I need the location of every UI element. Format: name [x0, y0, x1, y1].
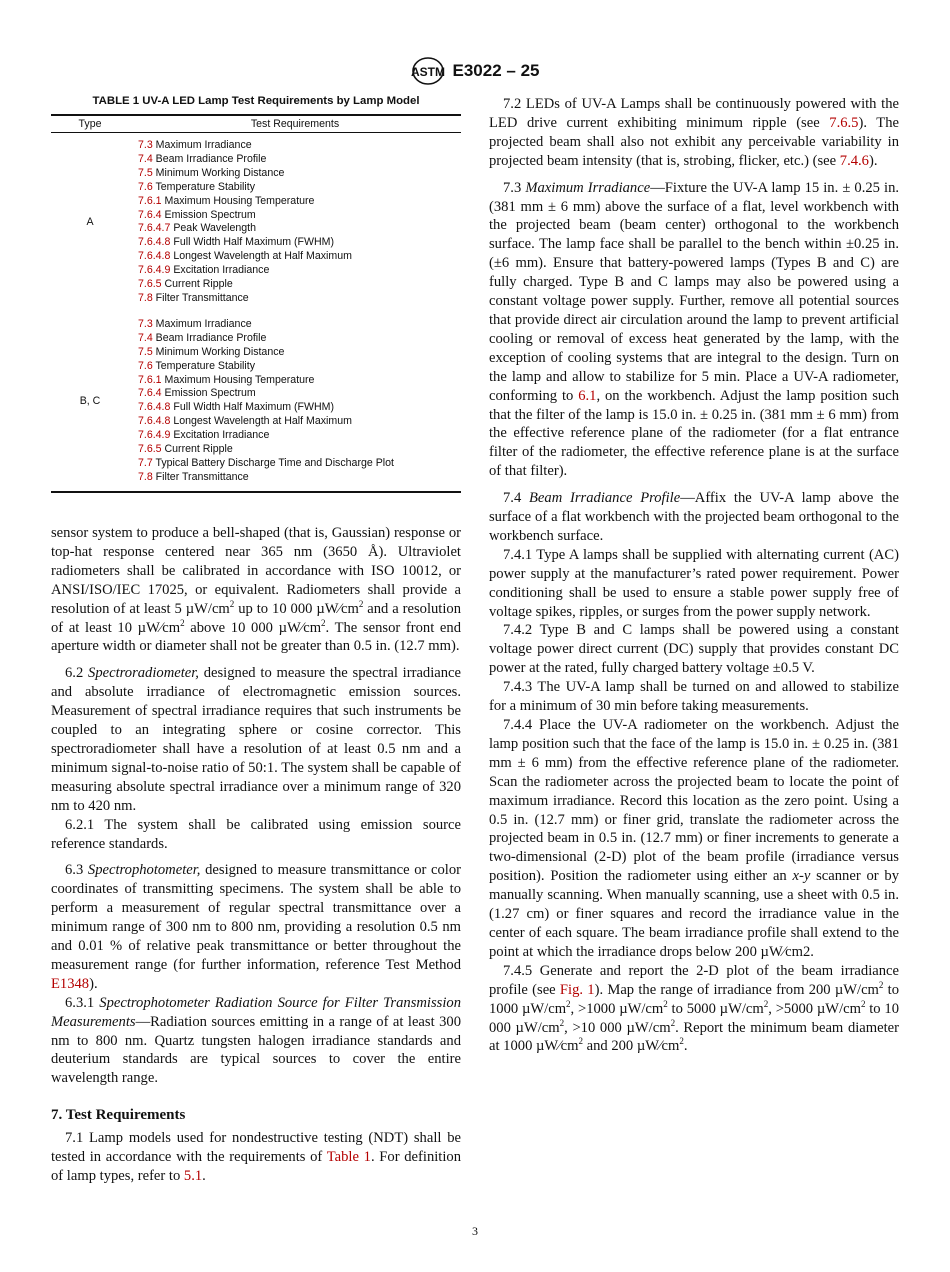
- requirement-item: 7.6.5 Current Ripple: [138, 278, 233, 291]
- paragraph-7-4-2: 7.4.2 Type B and C lamps shall be powered using a constant voltage power direct current (DC) supply that provides constant DC power at the rated, fully charged battery voltage ±0.5 V.: [489, 622, 899, 677]
- requirement-item: 7.3 Maximum Irradiance: [138, 139, 252, 151]
- section-link[interactable]: 7.6: [138, 180, 153, 193]
- link-6-1[interactable]: 6.1: [578, 387, 597, 404]
- section-link[interactable]: 7.5: [138, 345, 153, 358]
- section-link[interactable]: 7.6.5: [138, 443, 162, 456]
- section-link[interactable]: 7.8: [138, 291, 153, 304]
- link-7-6-5[interactable]: 7.6.5: [829, 114, 859, 131]
- right-column: [489, 95, 899, 1056]
- term: Spectrophotometer Radiation Source for Filter Transmission Measurements: [51, 994, 461, 1030]
- requirement-item: 7.6.4.9 Excitation Irradiance: [138, 264, 270, 277]
- link-fig-1[interactable]: Fig. 1: [559, 981, 595, 998]
- paragraph-7-4-1: 7.4.1 Type A lamps shall be supplied with alternating current (AC) power supply at the manufacturer’s rated power requirement. Power conditioning shall be used to ensure a stable power supply free of voltage spikes, ripples, or surges from the power supply network.: [489, 546, 899, 620]
- column-header-requirements: Test Requirements: [129, 115, 461, 133]
- section-link[interactable]: 7.6.1: [138, 373, 162, 386]
- paragraph-7-3: 7.3 Maximum Irradiance—Fixture the UV-A lamp 15 in. ± 0.25 in. (381 mm ± 6 mm) above the surface of a flat, level workbench with the projected beam (beam center) orthogonal to the workbench surface. The lamp face shall be parallel to the bench within ±0.25 in. (±6 mm). Ensure that battery-powered lamps (Types B and C) are fully charged. Type B and C lamps may also be powered using a constant voltage power supply. Further, remove all potential sources that provide direct air circulation around the lamp to prevent artificial cooling or removal of excess heat generated by the lamp, with the exception of cooling systems that are integral to the design. Turn on the lamp and allow to stabilize for 5 min. Place a UV-A radiometer, conforming to 6.1, on the workbench. Adjust the lamp position such that the filter of the lamp is 15.0 in. ± 0.25 in. (381 mm ± 6 mm) from the effective reference plane of the radiometer (for a flat entrance filter of the radiometer, the effective reference plane is at the surface of that filter).: [489, 179, 900, 480]
- term: Beam Irradiance Profile: [529, 490, 681, 507]
- page-number: 3: [472, 1224, 478, 1238]
- paragraph-6-1-continued: sensor system to produce a bell-shaped (that is, Gaussian) response or top-hat response centered near 365 nm (3650 Å). Ultraviolet radiometers shall be calibrated in accordance with ISO 10012, or ANSI/ISO/IEC 17025, or equivalent. Radiometers shall provide a resolution of at least 5 $\mu W/cm^2$ up to 10 000 $\mu W⁄cm^2$ and a resolution of at least 10 $\mu W⁄cm^2$ above 10 000 $\mu W⁄cm^2$. The sensor front end aperture width or diameter shall not be greater than 0.5 in. (12.7 mm).: [51, 525, 462, 655]
- requirement-item: 7.8 Filter Transmittance: [138, 291, 249, 304]
- section-link[interactable]: 7.6.4: [138, 387, 162, 400]
- requirement-item: 7.6 Temperature Stability: [138, 359, 255, 372]
- term: Spectrophotometer,: [87, 862, 201, 879]
- section-heading-7: 7. Test Requirements: [51, 1107, 186, 1124]
- page-header: [0, 56, 950, 91]
- lamp-type: A: [86, 216, 94, 229]
- section-link[interactable]: 7.3: [138, 139, 153, 151]
- section-link[interactable]: 7.6.4.8: [138, 401, 171, 414]
- requirement-item: 7.4 Beam Irradiance Profile: [138, 152, 267, 165]
- section-link[interactable]: 7.5: [138, 166, 153, 179]
- requirement-item: 7.6.4.8 Full Width Half Maximum (FWHM): [138, 401, 335, 414]
- svg-text:ASTM: ASTM: [410, 65, 445, 79]
- astm-logo-icon: [411, 56, 445, 86]
- requirement-item: 7.4 Beam Irradiance Profile: [138, 331, 267, 344]
- paragraph-7-4-3: 7.4.3 The UV-A lamp shall be turned on and allowed to stabilize for a minimum of 30 min before taking measurements.: [489, 679, 899, 715]
- paragraph-7-2: 7.2 LEDs of UV-A Lamps shall be continuously powered with the LED drive current exhibiting minimum ripple (see 7.6.5). The projected beam shall also not exhibit any perceivable variability in projected beam intensity (that is, strobing, flicker, etc.) (see 7.4.6).: [489, 96, 899, 169]
- link-7-4-6[interactable]: 7.4.6: [839, 152, 869, 169]
- section-link[interactable]: 7.6.5: [138, 278, 162, 291]
- requirement-item: 7.6.4.7 Peak Wavelength: [138, 222, 256, 235]
- table-row: [51, 133, 461, 312]
- section-link[interactable]: 7.6.4.9: [138, 264, 171, 277]
- section-link[interactable]: 7.8: [138, 470, 153, 483]
- requirement-item: 7.6.1 Maximum Housing Temperature: [138, 373, 315, 386]
- section-link[interactable]: 7.6.4: [138, 208, 162, 221]
- paragraph-6-3-1: 6.3.1 Spectrophotometer Radiation Source for Filter Transmission Measurements—Radiation sources emitting in a range of at least 300 nm to 800 nm. Quartz tungsten halogen irradiance standards and deuterium standards are typical sources to cover the entire wavelength range.: [51, 994, 461, 1087]
- paragraph-7-1: 7.1 Lamp models used for nondestructive testing (NDT) shall be tested in accordance with the requirements of Table 1. For definition of lamp types, refer to 5.1.: [51, 1130, 461, 1184]
- requirement-item: 7.6 Temperature Stability: [138, 180, 255, 193]
- paragraph-6-3: 6.3 Spectrophotometer, designed to measure transmittance or color coordinates of transmitting specimens. The system shall be able to perform a measurement of regular spectral transmittance over a minimum range of 300 nm to 800 nm, providing a resolution 0.5 nm and 0.01 % of relative peak transmittance or better throughout the measurement range (for further information, reference Test Method E1348).: [51, 862, 461, 992]
- requirement-item: 7.6.4.8 Longest Wavelength at Half Maximum: [138, 415, 352, 428]
- requirement-item: 7.6.4.8 Full Width Half Maximum (FWHM): [138, 236, 335, 249]
- section-link[interactable]: 7.6.1: [138, 194, 162, 207]
- paragraph-7-4-4: 7.4.4 Place the UV-A radiometer on the workbench. Adjust the lamp position such that the face of the lamp is 15.0 in. ± 0.25 in. (381 mm ± 6 mm) from the effective reference plane of the radiometer. Scan the radiometer across the projected beam to locate the point of maximum irradiance. Record this location as the zero point. Using a 0.5 in. (12.7 mm) or finer grid, translate the radiometer across the projected beam in 0.5 in. (12.7 mm) or finer increments to generate a two-dimensional (2-D) plot of the beam profile (irradiance versus position). Position the radiometer using either an x-y scanner or by manually scanning. When manually scanning, use a sheet with 0.5 in. (1.27 cm) or finer squares and record the irradiance value in the center of each square. The beam irradiance profile shall extend to the point at which the irradiance drops below 200 µW⁄cm2.: [489, 717, 899, 960]
- section-link[interactable]: 7.7: [138, 456, 153, 469]
- document-id: E3022 – 25: [452, 61, 540, 80]
- requirement-item: 7.8 Filter Transmittance: [138, 470, 249, 483]
- paragraph-6-2: 6.2 Spectroradiometer, designed to measure the spectral irradiance and absolute irradiance of electromagnetic emission sources. Measurement of spectral irradiance requires that such instruments be coupled to an integrating sphere or cosine corrector. This spectroradiometer shall have a resolution of at least 0.5 nm and a minimum signal-to-noise ratio of 50:1. The system shall be capable of measuring absolute spectral irradiance over a minimum range of 320 nm to 420 nm.: [51, 665, 462, 814]
- requirement-item: 7.6.4 Emission Spectrum: [138, 387, 256, 400]
- link-e1348[interactable]: E1348: [51, 975, 90, 992]
- requirements-list: [129, 133, 461, 312]
- link-table-1[interactable]: Table 1: [326, 1149, 371, 1166]
- requirement-item: 7.6.4.8 Longest Wavelength at Half Maximum: [138, 250, 352, 263]
- section-link[interactable]: 7.3: [138, 317, 153, 330]
- paragraph-7-4: 7.4 Beam Irradiance Profile—Affix the UV-A lamp above the surface of a flat workbench with the projected beam orthogonal to the workbench surface.: [489, 490, 900, 544]
- requirement-item: 7.5 Minimum Working Distance: [138, 345, 285, 358]
- requirements-table: [51, 114, 461, 493]
- lamp-type: B, C: [51, 312, 129, 492]
- section-link[interactable]: 7.4: [138, 152, 153, 165]
- requirements-list: [129, 312, 461, 492]
- term: Spectroradiometer,: [88, 665, 199, 682]
- requirement-item: 7.5 Minimum Working Distance: [138, 166, 285, 179]
- paragraph-7-4-5: 7.4.5 Generate and report the 2-D plot of the beam irradiance profile (see Fig. 1). Map the range of irradiance from 200 $\mu W/cm^2$ to 1000 $\mu W/cm^2$, >1000 $\mu W/cm^2$ to 5000 $\mu W/cm^2$, >5000 $\mu W/cm^2$ to 10 000 $\mu W/cm^2$, >10 000 $\mu W/cm^2$. Report the minimum beam diameter at 1000 $\mu W⁄cm^2$ and 200 $\mu W⁄cm^2$.: [489, 962, 900, 1055]
- section-link[interactable]: 7.6.4.8: [138, 236, 171, 249]
- paragraph-6-2-1: 6.2.1 The system shall be calibrated using emission source reference standards.: [51, 816, 461, 852]
- table-row: [51, 312, 461, 492]
- requirement-item: 7.6.4.9 Excitation Irradiance: [138, 429, 270, 442]
- left-column: [51, 524, 461, 1186]
- term: Maximum Irradiance: [525, 179, 651, 196]
- requirement-item: 7.7 Typical Battery Discharge Time and Discharge Plot: [138, 456, 394, 469]
- column-header-type: Type: [51, 115, 129, 133]
- requirement-item: 7.6.5 Current Ripple: [138, 443, 233, 456]
- requirement-item: 7.6.1 Maximum Housing Temperature: [138, 194, 315, 207]
- table-title: TABLE 1 UV-A LED Lamp Test Requirements by Lamp Model: [92, 95, 420, 107]
- link-5-1[interactable]: 5.1: [183, 1168, 203, 1184]
- section-link[interactable]: 7.6: [138, 359, 153, 372]
- section-link[interactable]: 7.4: [138, 331, 153, 344]
- section-link[interactable]: 7.6.4.8: [138, 250, 171, 263]
- requirement-item: 7.3 Maximum Irradiance: [138, 317, 252, 330]
- requirement-item: 7.6.4 Emission Spectrum: [138, 208, 256, 221]
- section-link[interactable]: 7.6.4.8: [138, 415, 171, 428]
- section-link[interactable]: 7.6.4.9: [138, 429, 171, 442]
- section-link[interactable]: 7.6.4.7: [138, 222, 171, 235]
